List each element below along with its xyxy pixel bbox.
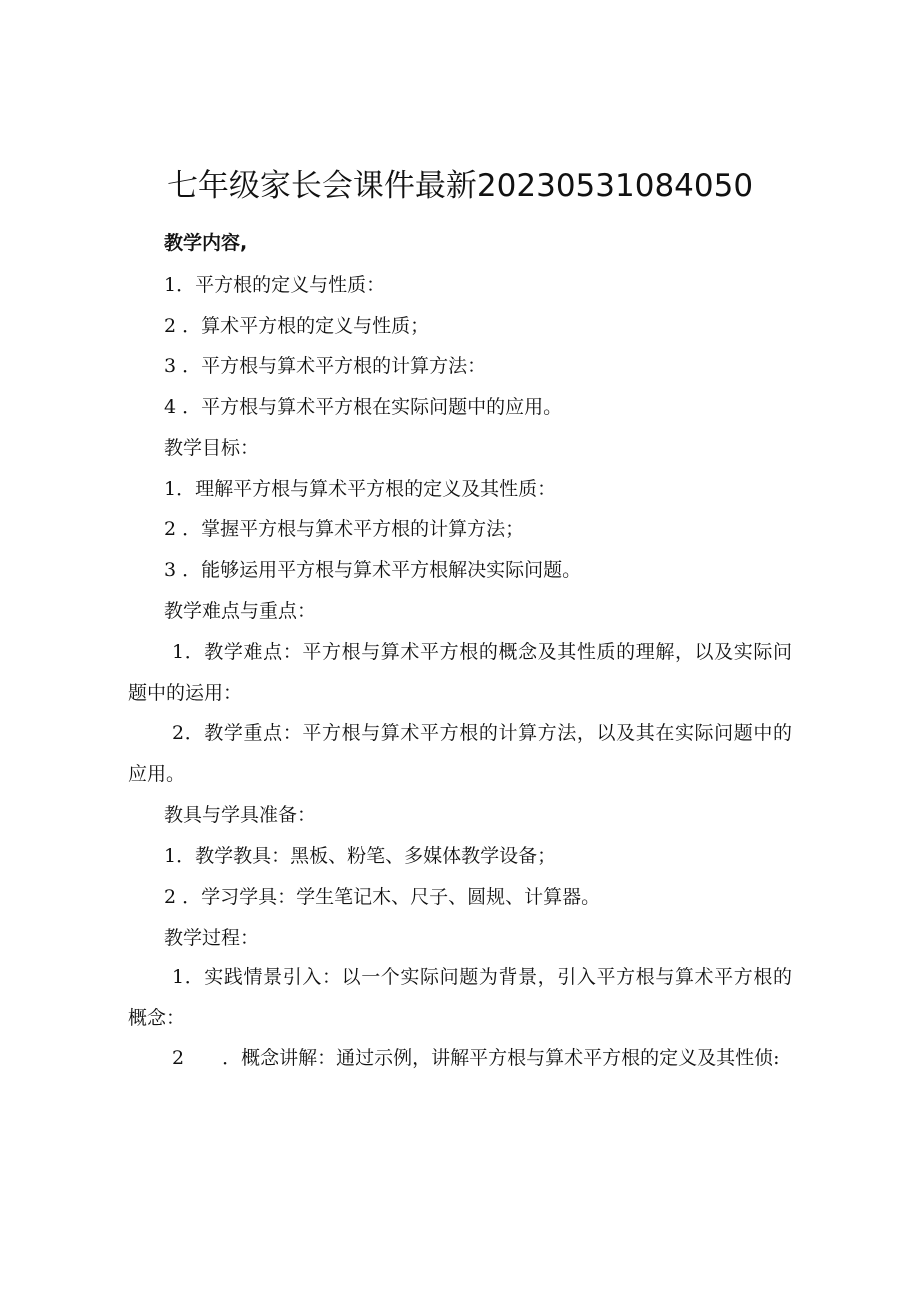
process-item-2: 2 ．概念讲解：通过示例，讲解平方根与算术平方根的定义及其性侦: xyxy=(172,1047,780,1069)
goal-item-2: 2 ．掌握平方根与算术平方根的计算方法； xyxy=(164,518,525,540)
goal-item-1: 1．理解平方根与算术平方根的定义及其性质： xyxy=(164,478,557,500)
section-tools-heading: 教具与学具准备： xyxy=(164,804,317,826)
section-goals-heading: 教学目标： xyxy=(164,437,260,459)
content-item-4: 4 ．平方根与算术平方根在实际问题中的应用。 xyxy=(164,396,563,418)
goal-item-3: 3 ．能够运用平方根与算术平方根解决实际问题。 xyxy=(164,559,582,581)
document-title: 七年级家长会课件最新20230531084050 xyxy=(166,168,754,204)
content-item-1: 1．平方根的定义与性质： xyxy=(164,274,386,296)
content-item-3: 3 ．平方根与算术平方根的计算方法： xyxy=(164,355,487,377)
difficulty-item-1: 1．教学难点：平方根与算术平方根的概念及其性质的理解，以及实际问题中的运用： xyxy=(128,641,792,704)
process-item-1: 1．实践情景引入：以一个实际问题为背景，引入平方根与算术平方根的概念： xyxy=(128,966,792,1029)
section-content-heading: 教学内容, xyxy=(164,232,248,254)
content-item-2: 2 ．算术平方根的定义与性质； xyxy=(164,315,430,337)
tool-item-1: 1．教学教具：黑板、粉笔、多媒体教学设备； xyxy=(164,845,557,867)
difficulty-item-2: 2．教学重点：平方根与算术平方根的计算方法，以及其在实际问题中的应用。 xyxy=(128,722,792,785)
section-difficulty-heading: 教学难点与重点： xyxy=(164,600,317,622)
section-process-heading: 教学过程： xyxy=(164,927,260,949)
tool-item-2: 2 ．学习学具：学生笔记木、尺子、圆规、计算器。 xyxy=(164,886,601,908)
